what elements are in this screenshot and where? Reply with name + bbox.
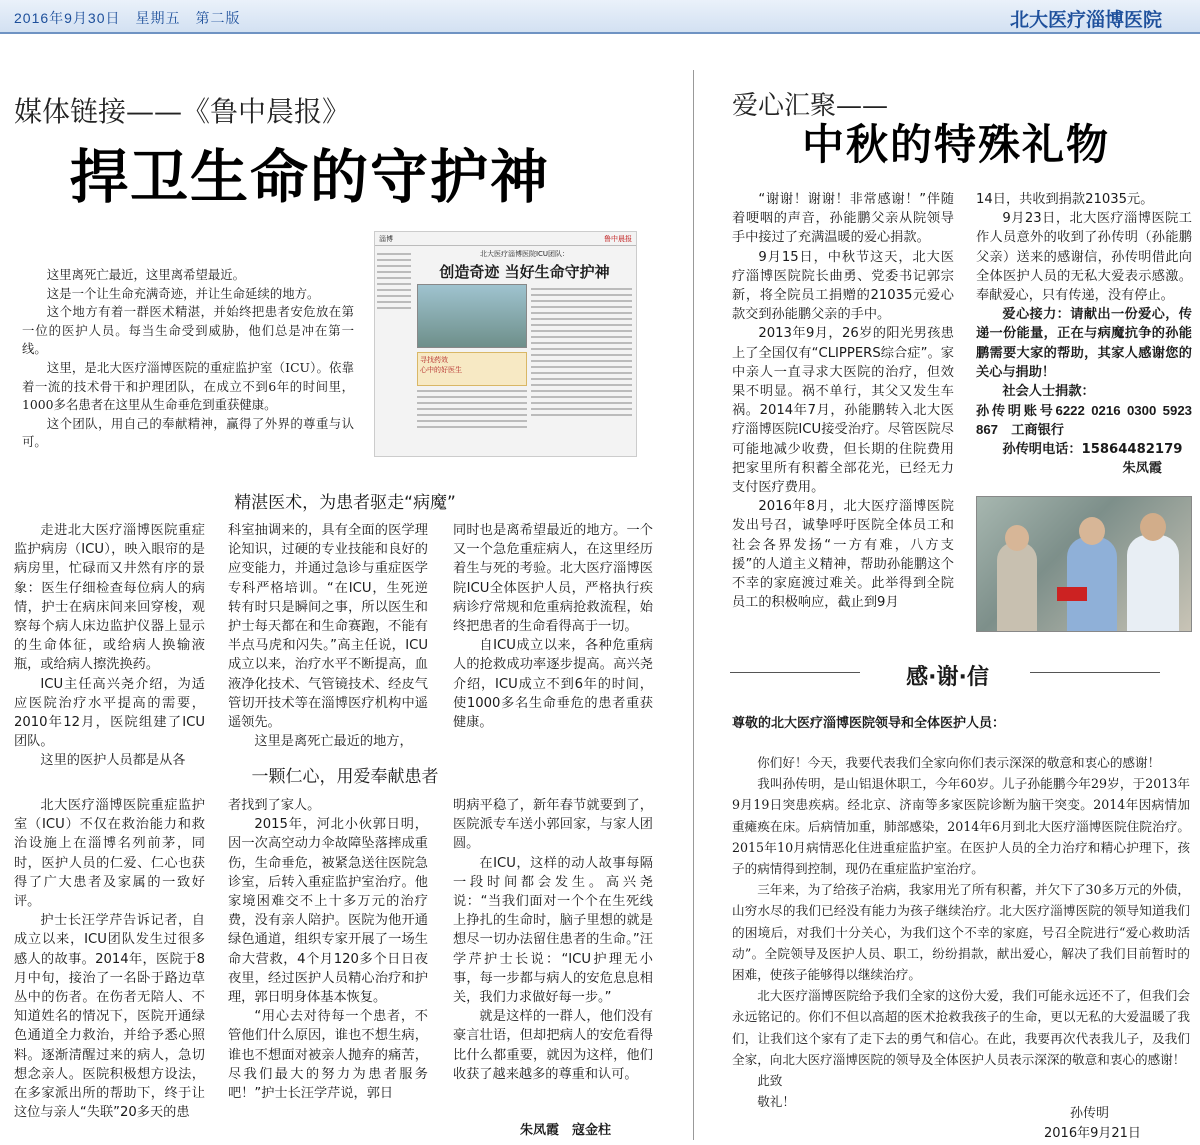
- paragraph: 2016年8月，北大医疗淄博医院发出号召，诚挚呼吁医院全体员工和社会各界发扬“一方有难，八方支援”的人道主义精神，帮助孙能鹏这个不幸的家庭渡过难关。此举得到全院员工的积极响应，截止到9月: [732, 499, 954, 611]
- donation-photo: [976, 496, 1192, 632]
- letter-paragraph: 北大医疗淄博医院给予我们全家的这份大爱，我们可能永远还不了，但我们会永远铭记的。你们不但以高超的医术抢救我孩子的生命，更以无私的大爱温暖了我们，让我们这个家有了走下去的勇气和信心。在此，我要再次代表我儿子，及我们全家，向北大医疗淄博医院的领导及全体医护人员表示深深的敬意和衷心的感谢！: [732, 988, 1190, 1067]
- article-column: [732, 190, 954, 612]
- section-subheading: 精湛医术，为患者驱走“病魔”: [234, 493, 456, 513]
- letter-body: [732, 752, 1190, 1112]
- paragraph: 2015年，河北小伙郭日明，因一次高空动力伞故障坠落摔成重伤，生命垂危，被紧急送往医院急诊室，后转入重症监护室治疗。他家境困难交不上十多万元的治疗费，没有亲人陪护。医院为他开通绿色通道，组织专家开展了一场生命大营救，4个月120多个日日夜夜里，经过医护人员精心治疗和护理，郭日明身体基本恢复。: [228, 817, 428, 1006]
- article-column: [453, 521, 653, 732]
- article-column: [228, 521, 428, 751]
- paragraph: 北大医疗淄博医院重症监护室（ICU）不仅在救治能力和救治设施上在淄博名列前茅，同时，医护人员的仁爱、仁心也获得了广大患者及家属的一致好评。: [14, 798, 205, 910]
- paragraph: 9月15日，中秋节这天，北大医疗淄博医院院长曲勇、党委书记郭宗新，将全院员工捐赠的21035元爱心款交到孙能鹏父亲的手中。: [732, 249, 954, 323]
- letter-salutation: 尊敬的北大医疗淄博医院领导和全体医护人员：: [732, 716, 1006, 731]
- clip-ad-line: 心中的好医生: [420, 366, 462, 374]
- paragraph: 这里的医护人员都是从各: [40, 753, 186, 769]
- intro-line: 这里离死亡最近，这里离希望最近。: [46, 267, 246, 282]
- page-header: [0, 0, 1200, 34]
- paragraph: ICU主任高兴尧介绍，为适应医院治疗水平提高的需要，2010年12月，医院组建了ICU团队。: [14, 676, 205, 750]
- letter-paragraph: 你们好！今天，我要代表我们全家向你们表示深深的敬意和衷心的感谢！: [757, 755, 1161, 770]
- article-column: [14, 521, 205, 771]
- clip-headline: 创造奇迹 当好生命守护神: [439, 263, 610, 281]
- paragraph: 9月23日，北大医疗淄博医院工作人员意外的收到了孙传明（孙能鹏父亲）送来的感谢信，孙传明借此向全体医护人员的无私大爱表示感激。奉献爱心，只有传递，没有停止。: [976, 211, 1192, 304]
- paragraph: “谢谢！谢谢！非常感谢！”伴随着哽咽的声音，孙能鹏父亲从院领导手中接过了充满温暖的爱心捐款。: [732, 192, 954, 246]
- intro-line: 这个团队，用自己的奉献精神，赢得了外界的尊重与认可。: [22, 415, 354, 450]
- newspaper-clipping: [374, 231, 637, 457]
- paragraph: 走进北大医疗淄博医院重症监护病房（ICU），映入眼帘的是病房里，忙碌而又井然有序的景象：医生仔细检查每位病人的病情，护士在病床间来回穿梭，观察每个病人床边监护仪器上显示的生命体征，或给病人换输液瓶，或给病人擦洗换药。: [14, 523, 205, 673]
- article-column: [228, 796, 428, 1103]
- title-rule: [1030, 672, 1160, 673]
- clip-ad-line: 寻找药效: [420, 356, 448, 364]
- clip-kicker: 北大医疗淄博医院ICU团队：: [479, 250, 570, 258]
- right-headline: 中秋的特殊礼物: [802, 120, 1111, 169]
- article-column: [976, 190, 1192, 478]
- paragraph: 这里是离死亡最近的地方，: [254, 734, 413, 750]
- section-subheading: 一颗仁心，用爱奉献患者: [251, 767, 439, 787]
- letter-signature: 孙传明: [1070, 1106, 1110, 1121]
- paragraph: “用心去对待每一个患者，不管他们什么原因，谁也不想生病，谁也不想面对被亲人抛弃的痛苦，尽我们最大的努力为患者服务吧！”护士长汪学芹说，郭日: [228, 1009, 428, 1102]
- clip-photo: [417, 284, 527, 348]
- clip-masthead: 鲁中晨报: [604, 235, 632, 243]
- hospital-name: 北大医疗淄博医院: [1009, 10, 1162, 31]
- letter-closing: 此致: [757, 1073, 783, 1089]
- appeal-paragraph: 爱心接力：请献出一份爱心，传递一份能量，正在与病魔抗争的孙能鹏需要大家的帮助，其家人感谢您的关心与捐助！: [976, 307, 1192, 380]
- left-byline: 朱凤霞 寇金柱: [520, 1123, 612, 1138]
- paragraph: 明病平稳了，新年春节就要到了，医院派专车送小郭回家，与家人团圆。: [453, 798, 653, 852]
- clip-ad: [417, 352, 527, 386]
- clip-section: 淄博: [379, 235, 393, 243]
- letter-paragraph: 我叫孙传明，是山铝退休职工，今年60岁。儿子孙能鹏今年29岁，于2013年9月19日突患疾病。经北京、济南等多家医院诊断为脑干突变。2014年因病情加重瘫痪在床。后病情加重，肺部感染，2014年6月到北大医疗淄博医院住院治疗。2015年10月病情恶化住进重症监护室。在医护人员的全力治疗和精心护理下，孩子的病情得到控制，现仍在重症监护室治疗。: [732, 776, 1190, 877]
- donation-label: 社会人士捐款：: [1002, 384, 1095, 400]
- article-column: [453, 796, 653, 1084]
- paragraph: 者找到了家人。: [228, 798, 321, 813]
- contact-phone: 孙传明电话：15864482179: [1002, 441, 1183, 457]
- bank-account: 孙传明账号6222 0216 0300 5923 867 工商银行: [976, 403, 1192, 438]
- right-kicker: 爱心汇聚——: [732, 91, 889, 121]
- intro-line: 这里，是北大医疗淄博医院的重症监护室（ICU）。依靠着一流的技术骨干和护理团队，在成立不到6年的时间里，1000多名患者在这里从生命垂危到重获健康。: [22, 359, 354, 413]
- paragraph: 在ICU，这样的动人故事每隔一段时间都会发生。高兴尧说：“当我们面对一个个在生死线上挣扎的生命时，脑子里想的就是想尽一切办法留住患者的生命。”汪学芹护士长说：“ICU护理无小事，每一步都与病人的安危息息相关，我们力求做好每一步。”: [453, 855, 653, 1006]
- intro-line: 这是一个让生命充满奇迹，并让生命延续的地方。: [46, 285, 320, 301]
- left-kicker: 媒体链接——《鲁中晨报》: [14, 95, 351, 128]
- paragraph: 护士长汪学芹告诉记者，自成立以来，ICU团队发生过很多感人的故事。2014年，医院于8月中旬，接治了一名卧于路边草丛中的伤者。在伤者无陪人、不知道姓名的情况下，医院开通绿色通道全力救治，并给予悉心照料。逐渐清醒过来的病人，急切想念亲人。医院积极想方设法，在多家派出所的帮助下，终于让这位与亲人“失联”20多天的患: [14, 913, 205, 1121]
- article-column: [14, 796, 205, 1122]
- paragraph: 科室抽调来的，具有全面的医学理论知识，过硬的专业技能和良好的应变能力，并通过急诊与重症医学专科严格培训。“在ICU，生死逆转有时只是瞬间之事，所以医生和护士每天都在和生命赛跑，不能有半点马虎和闪失。”高主任说，ICU成立以来，治疗水平不断提高，血液净化技术、气管镜技术、经皮气管切开技术等在淄博医疗机构中遥遥领先。: [228, 523, 428, 731]
- right-author: 朱凤霞: [1122, 460, 1162, 476]
- paragraph: 同时也是离希望最近的地方。一个又一个急危重症病人，在这里经历着生与死的考验。北大医疗淄博医院ICU全体医护人员，严格执行疾病诊疗常规和危重病抢救流程，始终把患者的生命看得高于一切。: [453, 523, 653, 635]
- letter-closing: 敬礼！: [757, 1094, 795, 1110]
- title-rule: [730, 672, 860, 673]
- paragraph: 14日，共收到捐款21035元。: [976, 192, 1154, 207]
- paragraph: 就是这样的一群人，他们没有豪言壮语，但却把病人的安危看得比什么都重要，就因为这样，他们收获了越来越多的尊重和认可。: [453, 1009, 653, 1082]
- paragraph: 2013年9月，26岁的阳光男孩患上了全国仅有“CLIPPERS综合症”。家中亲人一直寻求大医院的治疗，但效果不明显。祸不单行，其父又发生车祸。2014年7月，孙能鹏转入北大医疗淄博医院ICU接受治疗。尽管医院尽可能地减少收费，但长期的住院费用把家里所有积蓄全部花光，已经无力支付医疗费用。: [732, 326, 954, 496]
- issue-date-line: 2016年9月30日 星期五 第二版: [14, 10, 241, 26]
- letter-paragraph: 三年来，为了给孩子治病，我家用光了所有积蓄，并欠下了30多万元的外债，山穷水尽的我们已经没有能力为孩子继续治疗。北大医疗淄博医院的领导知道我们的困境后，对我们十分关心，为我们这个不幸的家庭，号召全院进行“爱心救助活动”。全院领导及医护人员、职工，纷纷捐款，献出爱心，解决了我们目前暂时的困难，使孩子能够得以继续治疗。: [732, 882, 1190, 983]
- intro-block: [22, 266, 354, 452]
- paragraph: 自ICU成立以来，各种危重病人的抢救成功率逐步提高。高兴尧介绍，ICU成立不到6年的时间，使1000多名生命垂危的患者重获健康。: [453, 638, 653, 731]
- intro-line: 这个地方有着一群医术精湛，并始终把患者安危放在第一位的医护人员。每当生命受到威胁，他们总是冲在第一线。: [22, 304, 354, 357]
- column-divider: [693, 70, 694, 1140]
- left-headline: 捍卫生命的守护神: [70, 143, 551, 211]
- letter-title: 感·谢·信: [906, 665, 989, 690]
- letter-date: 2016年9月21日: [1044, 1126, 1141, 1141]
